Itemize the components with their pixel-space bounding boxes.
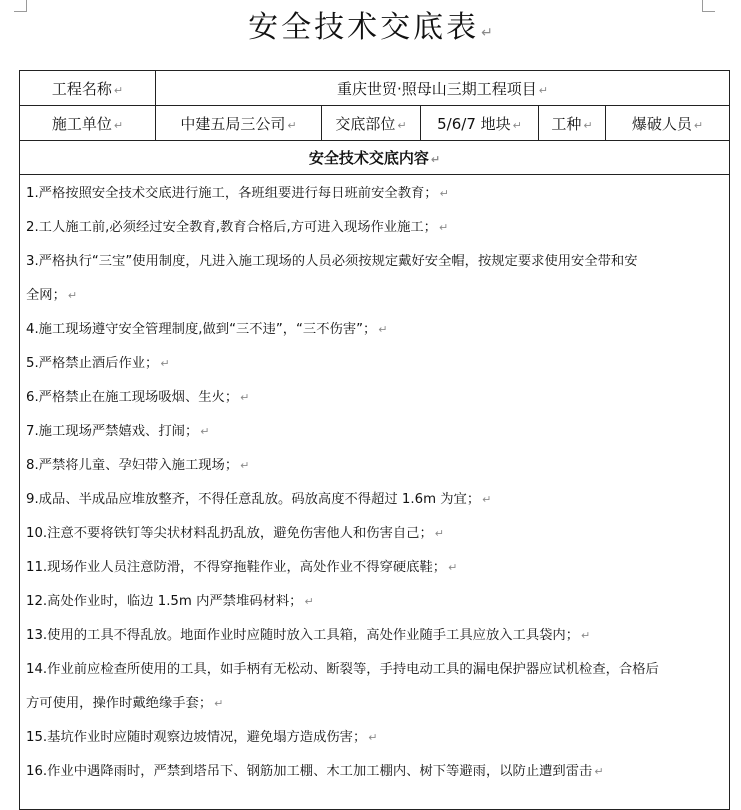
list-item [26, 619, 729, 653]
paragraph-mark-icon: ↵ [439, 187, 449, 200]
paragraph-mark-icon: ↵ [67, 289, 78, 302]
paragraph-mark-icon: ↵ [113, 118, 124, 132]
list-item-text: 8.严禁将儿童、孕妇带入施工现场； [26, 458, 239, 473]
list-item [26, 279, 729, 313]
trade-value-cell [606, 106, 730, 141]
list-item-text: 14.作业前应检查所使用的工具，如手柄有无松动、断裂等，手持电动工具的漏电保护器应试机检查，合格后 [26, 662, 659, 677]
unit-value: 中建五局三公司 [180, 114, 286, 133]
position-value-cell [421, 106, 539, 141]
list-item-text: 16.作业中遇降雨时，严禁到塔吊下、钢筋加工棚、木工加工棚内、树下等避雨，以防止遭到雷击 [26, 764, 593, 779]
trade-label: 工种 [551, 114, 582, 133]
list-item [26, 517, 729, 551]
list-item [26, 313, 729, 347]
list-item-text: 7.施工现场严禁嬉戏、打闹； [26, 424, 199, 439]
item-list [26, 177, 729, 789]
project-value: 重庆世贸·照母山三期工程项目 [337, 79, 537, 98]
paragraph-mark-icon: ↵ [200, 425, 210, 438]
paragraph-mark-icon: ↵ [240, 391, 250, 404]
list-item-text: 2.工人施工前,必须经过安全教育,教育合格后,方可进入现场作业施工； [26, 220, 437, 235]
paragraph-mark-icon: ↵ [434, 527, 444, 540]
position-label-cell [322, 106, 421, 141]
list-item-text: 5.严格禁止酒后作业； [26, 356, 159, 371]
list-item [26, 381, 729, 415]
position-label: 交底部位 [335, 114, 396, 133]
trade-label-cell [539, 106, 606, 141]
paragraph-mark-icon: ↵ [430, 153, 441, 166]
paragraph-mark-icon: ↵ [304, 595, 314, 608]
paragraph-mark-icon: ↵ [214, 697, 224, 710]
content-cell [20, 175, 730, 810]
list-item [26, 551, 729, 585]
list-item [26, 653, 729, 687]
paragraph-mark-icon: ↵ [368, 731, 378, 744]
list-item [26, 211, 729, 245]
title-text: 安全技术交底表 [248, 10, 480, 45]
paragraph-mark-icon: ↵ [287, 118, 297, 132]
list-item-text: 方可使用，操作时戴绝缘手套； [26, 696, 213, 711]
list-item-text: 3.严格执行“三宝”使用制度，凡进入施工现场的人员必须按规定戴好安全帽，按规定要求使用安全带和安 [26, 254, 638, 269]
list-item [26, 721, 729, 755]
paragraph-mark-icon: ↵ [448, 561, 458, 574]
list-item [26, 347, 729, 381]
paragraph-mark-icon: ↵ [438, 221, 449, 234]
section-title: 安全技术交底内容 [308, 149, 429, 167]
section-row [20, 141, 730, 175]
paragraph-mark-icon: ↵ [240, 459, 250, 472]
list-item [26, 687, 729, 721]
paragraph-mark-icon: ↵ [581, 629, 591, 642]
paragraph-mark-icon: ↵ [378, 323, 388, 336]
project-label-cell [20, 71, 156, 106]
list-item [26, 449, 729, 483]
list-item-text: 4.施工现场遵守安全管理制度,做到“三不违”，“三不伤害”； [26, 322, 377, 337]
list-item-text: 15.基坑作业时应随时观察边坡情况，避免塌方造成伤害； [26, 730, 367, 745]
list-item [26, 415, 729, 449]
list-item-text: 10.注意不要将铁钉等尖状材料乱扔乱放，避免伤害他人和伤害自己； [26, 526, 433, 541]
list-item-text: 6.严格禁止在施工现场吸烟、生火； [26, 390, 239, 405]
paragraph-mark-icon: ↵ [397, 118, 407, 132]
trade-value: 爆破人员 [631, 114, 692, 133]
list-item [26, 245, 729, 279]
safety-disclosure-table [19, 70, 730, 810]
list-item-text: 1.严格按照安全技术交底进行施工，各班组要进行每日班前安全教育； [26, 186, 438, 201]
unit-label: 施工单位 [51, 114, 112, 133]
list-item-text: 9.成品、半成品应堆放整齐，不得任意乱放。码放高度不得超过 1.6m 为宜； [26, 492, 481, 507]
list-item-text: 11.现场作业人员注意防滑，不得穿拖鞋作业，高处作业不得穿硬底鞋； [26, 560, 447, 575]
list-item-text: 12.高处作业时，临边 1.5m 内严禁堆码材料； [26, 594, 303, 609]
unit-row [20, 106, 730, 141]
paragraph-mark-icon: ↵ [482, 493, 492, 506]
position-value: 5/6/7 地块 [437, 114, 511, 133]
paragraph-mark-icon: ↵ [481, 25, 493, 41]
paragraph-mark-icon: ↵ [538, 83, 549, 97]
list-item [26, 483, 729, 517]
content-row [20, 175, 730, 810]
section-title-cell [20, 141, 730, 175]
paragraph-mark-icon: ↵ [113, 83, 124, 97]
list-item [26, 755, 729, 789]
paragraph-mark-icon: ↵ [512, 118, 522, 132]
project-row [20, 71, 730, 106]
list-item-text: 全网； [26, 288, 66, 303]
paragraph-mark-icon: ↵ [693, 118, 704, 132]
project-label: 工程名称 [51, 79, 112, 98]
list-item [26, 177, 729, 211]
unit-value-cell [156, 106, 322, 141]
paragraph-mark-icon: ↵ [583, 118, 593, 132]
list-item [26, 585, 729, 619]
list-item-text: 13.使用的工具不得乱放。地面作业时应随时放入工具箱，高处作业随手工具应放入工具袋内； [26, 628, 580, 643]
unit-label-cell [20, 106, 156, 141]
paragraph-mark-icon: ↵ [160, 357, 170, 370]
document-title [0, 8, 741, 53]
project-value-cell [156, 71, 730, 106]
paragraph-mark-icon: ↵ [594, 765, 604, 778]
